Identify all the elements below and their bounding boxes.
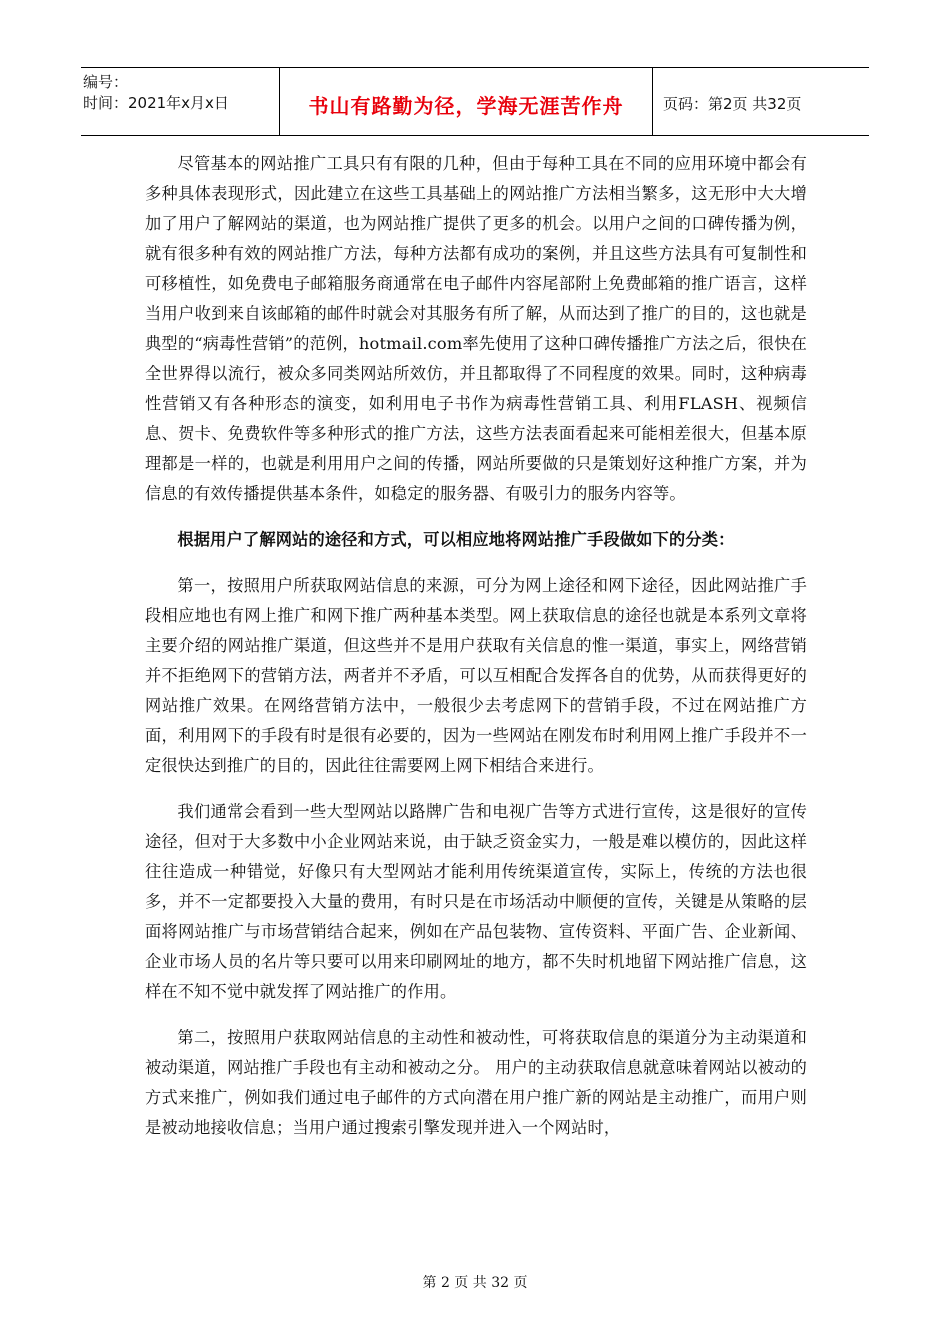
paragraph-2: 第一，按照用户所获取网站信息的来源，可分为网上途径和网下途径，因此网站推广手段相应地也有网上推广和网下推广两种基本类型。网上获取信息的途径也就是本系列文章将主要介绍的网站推广渠道，但这些并不是用户获取有关信息的惟一渠道，事实上，网络营销并不拒绝网下的营销方法，两者并不矛盾，可以互相配合发挥各自的优势，从而获得更好的网站推广效果。在网络营销方法中，一般很少去考虑网下的营销手段，不过在网站推广方面，利用网下的手段有时是很有必要的，因为一些网站在刚发布时利用网上推广手段并不一定很快达到推广的目的，因此往往需要网上网下相结合来进行。	[145, 576, 807, 775]
header-table	[81, 67, 869, 136]
document-body	[145, 149, 807, 1143]
section-heading: 根据用户了解网站的途径和方式，可以相应地将网站推广手段做如下的分类：	[177, 530, 735, 549]
time-label: 时间：2021年x月x日	[83, 94, 229, 112]
code-label: 编号：	[83, 73, 129, 91]
page-footer: 第 2 页 共 32 页	[422, 1275, 528, 1291]
header-page-info: 页码：第2页 共32页	[663, 95, 802, 113]
header-motto: 书山有路勤为径，学海无涯苦作舟	[280, 68, 653, 135]
paragraph-1: 尽管基本的网站推广工具只有有限的几种，但由于每种工具在不同的应用环境中都会有多种具体表现形式，因此建立在这些工具基础上的网站推广方法相当繁多，这无形中大大增加了用户了解网站的渠道，也为网站推广提供了更多的机会。以用户之间的口碑传播为例，就有很多种有效的网站推广方法，每种方法都有成功的案例，并且这些方法具有可复制性和可移植性，如免费电子邮箱服务商通常在电子邮件内容尾部附上免费邮箱的推广语言，这样当用户收到来自该邮箱的邮件时就会对其服务有所了解，从而达到了推广的目的，这也就是典型的“病毒性营销”的范例，hotmail.com率先使用了这种口碑传播推广方法之后，很快在全世界得以流行，被众多同类网站所效仿，并且都取得了不同程度的效果。同时，这种病毒性营销又有各种形态的演变，如利用电子书作为病毒性营销工具、利用FLASH、视频信息、贺卡、免费软件等多种形式的推广方法，这些方法表面看起来可能相差很大，但基本原理都是一样的，也就是利用用户之间的传播，网站所要做的只是策划好这种推广方案，并为信息的有效传播提供基本条件，如稳定的服务器、有吸引力的服务内容等。	[145, 154, 807, 503]
paragraph-4: 第二，按照用户获取网站信息的主动性和被动性，可将获取信息的渠道分为主动渠道和被动渠道，网站推广手段也有主动和被动之分。 用户的主动获取信息就意味着网站以被动的方式来推广，例如我们通过电子邮件的方式向潜在用户推广新的网站是主动推广，而用户则是被动地接收信息；当用户通过搜索引擎发现并进入一个网站时，	[145, 1028, 807, 1137]
paragraph-3: 我们通常会看到一些大型网站以路牌广告和电视广告等方式进行宣传，这是很好的宣传途径，但对于大多数中小企业网站来说，由于缺乏资金实力，一般是难以模仿的，因此这样往往造成一种错觉，好像只有大型网站才能利用传统渠道宣传，实际上，传统的方法也很多，并不一定都要投入大量的费用，有时只是在市场活动中顺便的宣传，关键是从策略的层面将网站推广与市场营销结合起来，例如在产品包装物、宣传资料、平面广告、企业新闻、企业市场人员的名片等只要可以用来印刷网址的地方，都不失时机地留下网站推广信息，这样在不知不觉中就发挥了网站推广的作用。	[145, 802, 807, 1001]
header-meta-cell	[81, 68, 280, 135]
